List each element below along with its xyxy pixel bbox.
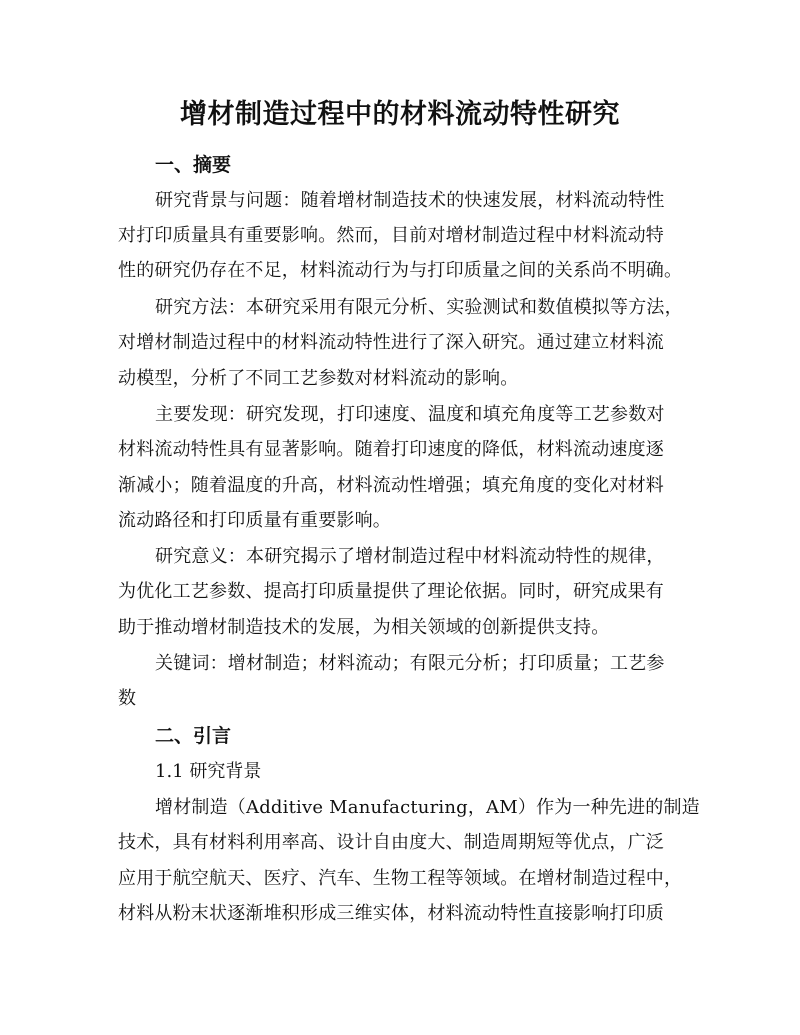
abstract-heading: 一、摘要 bbox=[155, 154, 232, 176]
introduction-heading: 二、引言 bbox=[155, 725, 232, 747]
paragraph-line: 为优化工艺参数、提高打印质量提供了理论依据。同时，研究成果有 bbox=[118, 581, 664, 602]
paragraph-line: 技术，具有材料利用率高、设计自由度大、制造周期短等优点，广泛 bbox=[118, 832, 664, 853]
paragraph-line: 性的研究仍存在不足，材料流动行为与打印质量之间的关系尚不明确。 bbox=[118, 260, 683, 281]
paragraph-line: 材料从粉末状逐渐堆积形成三维实体，材料流动特性直接影响打印质 bbox=[118, 903, 664, 924]
paragraph-line: 研究背景与问题：随着增材制造技术的快速发展，材料流动特性 bbox=[155, 190, 665, 211]
section-subheading: 1.1 研究背景 bbox=[155, 761, 262, 782]
paragraph-line: 增材制造（Additive Manufacturing，AM）作为一种先进的制造 bbox=[155, 797, 700, 818]
paragraph-line: 动模型，分析了不同工艺参数对材料流动的影响。 bbox=[118, 368, 519, 389]
paragraph-line: 材料流动特性具有显著影响。随着打印速度的降低，材料流动速度逐 bbox=[118, 439, 664, 460]
paragraph-line: 研究方法：本研究采用有限元分析、实验测试和数值模拟等方法， bbox=[155, 297, 683, 318]
paragraph-line: 主要发现：研究发现，打印速度、温度和填充角度等工艺参数对 bbox=[155, 404, 665, 425]
paragraph-line: 应用于航空航天、医疗、汽车、生物工程等领域。在增材制造过程中， bbox=[118, 868, 683, 889]
paragraph-line: 渐减小；随着温度的升高，材料流动性增强；填充角度的变化对材料 bbox=[118, 475, 664, 496]
keywords-line: 数 bbox=[118, 688, 137, 709]
paragraph-line: 助于推动增材制造技术的发展，为相关领域的创新提供支持。 bbox=[118, 617, 610, 638]
paragraph-line: 研究意义：本研究揭示了增材制造过程中材料流动特性的规律， bbox=[155, 546, 665, 567]
paragraph-line: 对增材制造过程中的材料流动特性进行了深入研究。通过建立材料流 bbox=[118, 332, 664, 353]
paragraph-line: 流动路径和打印质量有重要影响。 bbox=[118, 510, 391, 531]
paragraph-line: 对打印质量具有重要影响。然而，目前对增材制造过程中材料流动特 bbox=[118, 225, 664, 246]
keywords-line: 关键词：增材制造；材料流动；有限元分析；打印质量；工艺参 bbox=[155, 653, 665, 674]
document-title: 增材制造过程中的材料流动特性研究 bbox=[180, 99, 620, 130]
